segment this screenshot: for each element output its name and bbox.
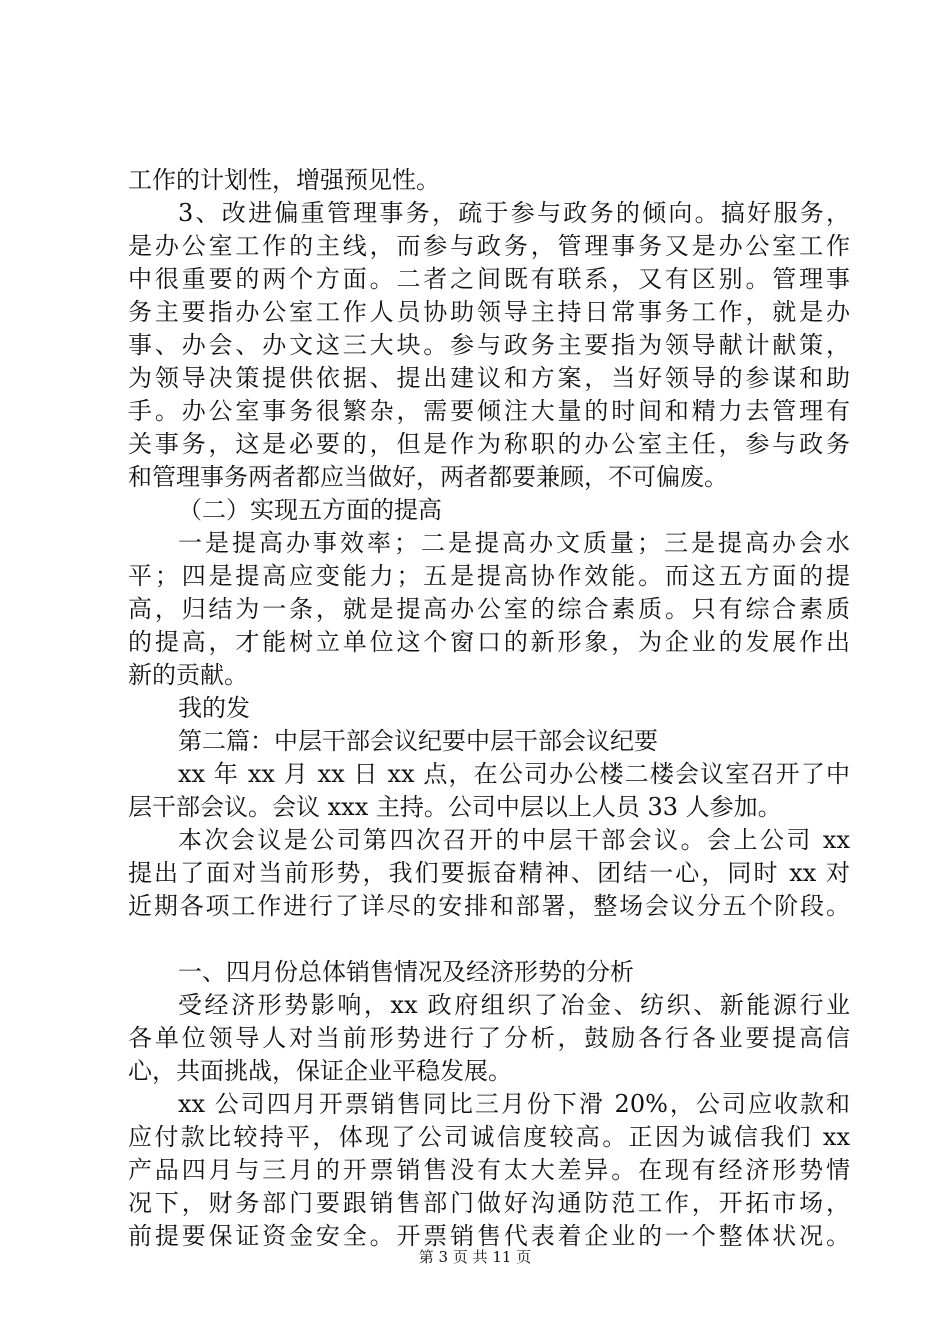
paragraph-line: 中很重要的两个方面。二者之间既有联系，又有区别。管理事 bbox=[128, 265, 850, 293]
paragraph-line: 高，归结为一条，就是提高办公室的综合素质。只有综合素质 bbox=[128, 595, 850, 623]
paragraph-line: 3、改进偏重管理事务，疏于参与政务的倾向。搞好服务， bbox=[178, 199, 850, 227]
section-heading: （二）实现五方面的提高 bbox=[178, 496, 442, 524]
paragraph-line: 心，共面挑战，保证企业平稳发展。 bbox=[128, 1057, 512, 1085]
paragraph-line: 产品四月与三月的开票销售没有太大差异。在现有经济形势情 bbox=[128, 1156, 850, 1184]
paragraph-line: 事、办会、办文这三大块。参与政务主要指为领导献计献策， bbox=[128, 331, 850, 359]
paragraph-line: 各单位领导人对当前形势进行了分析，鼓励各行各业要提高信 bbox=[128, 1024, 850, 1052]
paragraph-line: 务主要指办公室工作人员协助领导主持日常事务工作，就是办 bbox=[128, 298, 850, 326]
paragraph-line: 和管理事务两者都应当做好，两者都要兼顾，不可偏废。 bbox=[128, 463, 728, 491]
paragraph-line: 况下，财务部门要跟销售部门做好沟通防范工作，开拓市场， bbox=[128, 1189, 850, 1217]
paragraph-line: 前提要保证资金安全。开票销售代表着企业的一个整体状况。 bbox=[128, 1222, 850, 1250]
section-heading: 一、四月份总体销售情况及经济形势的分析 bbox=[178, 958, 634, 986]
paragraph-line: 工作的计划性，增强预见性。 bbox=[128, 166, 440, 194]
paragraph-line: 提出了面对当前形势，我们要振奋精神、团结一心，同时 xx 对 bbox=[128, 859, 850, 887]
paragraph-line: 应付款比较持平，体现了公司诚信度较高。正因为诚信我们 xx bbox=[128, 1123, 850, 1151]
paragraph-line: 层干部会议。会议 xxx 主持。公司中层以上人员 33 人参加。 bbox=[128, 793, 782, 821]
article-title: 第二篇：中层干部会议纪要中层干部会议纪要 bbox=[178, 727, 658, 755]
paragraph-line: 我的发 bbox=[178, 694, 250, 722]
paragraph-line: 为领导决策提供依据、提出建议和方案，当好领导的参谋和助 bbox=[128, 364, 850, 392]
paragraph-line: 近期各项工作进行了详尽的安排和部署，整场会议分五个阶段。 bbox=[128, 892, 850, 920]
paragraph-line: 新的贡献。 bbox=[128, 661, 248, 689]
paragraph-line: 手。办公室事务很繁杂，需要倾注大量的时间和精力去管理有 bbox=[128, 397, 850, 425]
page-number-footer: 第 3 页 共 11 页 bbox=[418, 1248, 532, 1266]
paragraph-line: 关事务，这是必要的，但是作为称职的办公室主任，参与政务 bbox=[128, 430, 850, 458]
paragraph-line: 平；四是提高应变能力；五是提高协作效能。而这五方面的提 bbox=[128, 562, 850, 590]
paragraph-line: 的提高，才能树立单位这个窗口的新形象，为企业的发展作出 bbox=[128, 628, 850, 656]
paragraph-line: xx 年 xx 月 xx 日 xx 点，在公司办公楼二楼会议室召开了中 bbox=[178, 760, 850, 788]
paragraph-line: 本次会议是公司第四次召开的中层干部会议。会上公司 xx bbox=[178, 826, 850, 854]
paragraph-line: 一是提高办事效率；二是提高办文质量；三是提高办会水 bbox=[178, 529, 850, 557]
paragraph-line: 受经济形势影响，xx 政府组织了冶金、纺织、新能源行业 bbox=[178, 991, 850, 1019]
paragraph-line: xx 公司四月开票销售同比三月份下滑 20%，公司应收款和 bbox=[178, 1090, 850, 1118]
paragraph-line: 是办公室工作的主线，而参与政务，管理事务又是办公室工作 bbox=[128, 232, 850, 260]
